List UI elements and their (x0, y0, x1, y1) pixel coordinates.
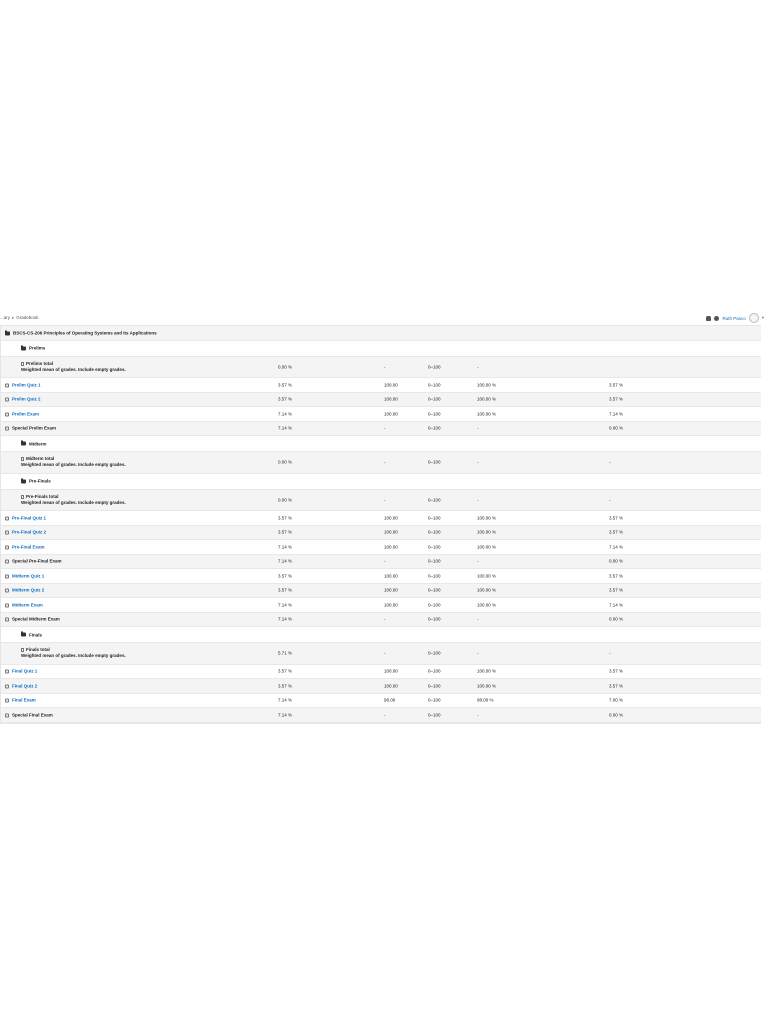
grade-cell: - (384, 459, 386, 465)
grade-cell: 100.00 (384, 411, 398, 417)
breadcrumb-separator: ▸ (12, 315, 15, 320)
grade-cell: 100.00 (384, 382, 398, 388)
breadcrumb (0, 315, 39, 321)
assignment-icon (5, 545, 9, 549)
grade-item-name[interactable]: Prelim Quiz 2 (12, 396, 41, 402)
table-row (1, 511, 761, 526)
assignment-icon (5, 531, 9, 535)
percentage-cell: 100.00 % (477, 382, 497, 388)
grade-item-name[interactable]: Final Exam (12, 697, 36, 703)
weight-cell: 3.57 % (278, 573, 293, 579)
grade-cell: 100.00 (384, 587, 398, 593)
assignment-icon (5, 618, 9, 622)
table-row (1, 598, 761, 613)
contribution-cell: - (609, 497, 611, 503)
contribution-cell: 3.57 % (609, 573, 624, 579)
course-cell (5, 330, 157, 335)
percentage-cell: 100.00 % (477, 396, 497, 402)
table-row (1, 665, 761, 680)
category-title: Prelims (29, 345, 46, 351)
grade-cell: - (384, 497, 386, 503)
weight-cell: 7.14 % (278, 616, 293, 622)
category-total-cell (21, 494, 126, 506)
contribution-cell: 7.14 % (609, 602, 624, 608)
grade-cell: - (384, 364, 386, 370)
grade-item-cell (5, 515, 46, 520)
folder-icon (5, 331, 10, 335)
percentage-cell: 100.00 % (477, 668, 497, 674)
breadcrumb-item-library[interactable]: ...ary (0, 315, 11, 320)
chat-icon[interactable] (714, 316, 719, 321)
weight-cell: 7.14 % (278, 712, 293, 718)
weight-cell: 7.14 % (278, 602, 293, 608)
weight-cell: 3.57 % (278, 515, 293, 521)
weight-cell: 7.14 % (278, 697, 293, 703)
percentage-cell: 98.00 % (477, 697, 494, 703)
table-row (1, 378, 761, 393)
grade-cell: 100.00 (384, 602, 398, 608)
table-row (1, 613, 761, 628)
percentage-cell: 100.00 % (477, 683, 497, 689)
percentage-cell: 100.00 % (477, 544, 497, 550)
category-name-cell (21, 441, 47, 446)
assignment-icon (5, 589, 9, 593)
aggregation-description: Weighted mean of grades. Include empty grades. (21, 366, 126, 372)
weight-cell: 3.57 % (278, 587, 293, 593)
grade-item-cell (5, 588, 44, 593)
folder-icon (21, 479, 26, 483)
weight-cell: 7.14 % (278, 411, 293, 417)
category-total-label: Midterm total (26, 456, 55, 462)
percentage-cell: 100.00 % (477, 602, 497, 608)
grade-cell: 100.00 (384, 668, 398, 674)
grade-item-name[interactable]: Midterm Exam (12, 602, 43, 608)
category-total-cell (21, 647, 126, 659)
percentage-cell: 100.00 % (477, 411, 497, 417)
grade-cell: 100.00 (384, 683, 398, 689)
contribution-cell: 0.00 % (609, 425, 624, 431)
weight-cell: 3.57 % (278, 382, 293, 388)
category-name-cell (21, 479, 51, 484)
grade-item-name[interactable]: Final Quiz 1 (12, 668, 38, 674)
grade-item-cell (5, 669, 37, 674)
grade-item-cell (5, 698, 36, 703)
contribution-cell: 7.14 % (609, 544, 624, 550)
table-row (1, 694, 761, 709)
range-cell: 0–100 (428, 425, 441, 431)
assignment-icon (5, 713, 9, 717)
grade-item-name[interactable]: Midterm Quiz 1 (12, 573, 45, 579)
percentage-cell: 100.00 % (477, 529, 497, 535)
contribution-cell: 3.57 % (609, 529, 624, 535)
table-row (1, 708, 761, 723)
contribution-cell: 3.57 % (609, 668, 624, 674)
grade-item-name[interactable]: Final Quiz 2 (12, 683, 38, 689)
range-cell: 0–100 (428, 515, 441, 521)
weight-cell: 3.57 % (278, 396, 293, 402)
percentage-cell: - (477, 712, 479, 718)
calculator-icon (21, 362, 24, 366)
assignment-icon (5, 560, 9, 564)
percentage-cell: - (477, 650, 479, 656)
grade-cell: - (384, 558, 386, 564)
grade-report-table (0, 325, 761, 724)
range-cell: 0–100 (428, 602, 441, 608)
chevron-down-icon[interactable]: ▾ (761, 315, 764, 320)
percentage-cell: 100.00 % (477, 515, 497, 521)
range-cell: 0–100 (428, 697, 441, 703)
table-row (1, 555, 761, 570)
grade-item-cell (5, 382, 41, 387)
grade-cell: 100.00 (384, 573, 398, 579)
contribution-cell: 3.57 % (609, 515, 624, 521)
weight-cell: 0.00 % (278, 459, 293, 465)
percentage-cell: - (477, 425, 479, 431)
folder-icon (21, 346, 26, 350)
range-cell: 0–100 (428, 529, 441, 535)
category-name-cell (21, 346, 45, 351)
assignment-icon (5, 398, 9, 402)
weight-cell: 0.00 % (278, 364, 293, 370)
percentage-cell: - (477, 558, 479, 564)
weight-cell: 3.57 % (278, 683, 293, 689)
top-navigation (0, 311, 768, 325)
category-title: Pre-Finals (29, 478, 51, 484)
contribution-cell: 3.57 % (609, 382, 624, 388)
calculator-icon (21, 648, 24, 652)
grade-item-cell (5, 683, 37, 688)
grade-item-cell (5, 573, 44, 578)
aggregation-description: Weighted mean of grades. Include empty grades. (21, 499, 126, 505)
contribution-cell: 0.00 % (609, 616, 624, 622)
percentage-cell: - (477, 364, 479, 370)
grade-item-name[interactable]: Pre-Final Quiz 2 (12, 529, 47, 535)
contribution-cell: 3.57 % (609, 396, 624, 402)
range-cell: 0–100 (428, 411, 441, 417)
contribution-cell: 7.14 % (609, 411, 624, 417)
contribution-cell: 0.00 % (609, 558, 624, 564)
grade-item-cell (5, 712, 53, 717)
range-cell: 0–100 (428, 459, 441, 465)
contribution-cell: 3.57 % (609, 587, 624, 593)
grade-cell: 100.00 (384, 544, 398, 550)
grade-item-name[interactable]: Pre-Final Quiz 1 (12, 515, 47, 521)
assignment-icon (5, 699, 9, 703)
table-row (1, 540, 761, 555)
grade-item-name: Special Prelim Exam (12, 425, 57, 431)
category-total-cell (21, 361, 126, 373)
category-row (1, 627, 761, 643)
folder-icon (21, 633, 26, 637)
contribution-cell: - (609, 459, 611, 465)
grade-item-name[interactable]: Pre-Final Exam (12, 544, 45, 550)
range-cell: 0–100 (428, 650, 441, 656)
range-cell: 0–100 (428, 573, 441, 579)
grade-cell: 100.00 (384, 529, 398, 535)
grade-cell: - (384, 616, 386, 622)
grade-item-cell (5, 602, 43, 607)
percentage-cell: 100.00 % (477, 573, 497, 579)
percentage-cell: - (477, 497, 479, 503)
breadcrumb-item-gradebook[interactable]: Gradebook (16, 315, 39, 320)
grade-item-cell (5, 411, 39, 416)
assignment-icon (5, 603, 9, 607)
weight-cell: 7.14 % (278, 558, 293, 564)
category-row (1, 436, 761, 452)
range-cell: 0–100 (428, 544, 441, 550)
table-row (1, 393, 761, 408)
category-name-cell (21, 632, 42, 637)
grade-cell: 98.00 (384, 697, 396, 703)
course-title: BSCS-CS-206 Principles of Operating Systems and Its Applications (13, 330, 157, 336)
contribution-cell: 3.57 % (609, 683, 624, 689)
range-cell: 0–100 (428, 497, 441, 503)
grade-item-cell (5, 617, 60, 622)
grade-item-name[interactable]: Midterm Quiz 2 (12, 587, 45, 593)
grade-item-name: Special Final Exam (12, 712, 53, 718)
avatar[interactable] (749, 313, 759, 323)
grade-item-name[interactable]: Prelim Exam (12, 411, 40, 417)
category-total-row (1, 452, 761, 474)
contribution-cell: 0.00 % (609, 712, 624, 718)
grade-cell: 100.00 (384, 515, 398, 521)
assignment-icon (5, 412, 9, 416)
range-cell: 0–100 (428, 396, 441, 402)
range-cell: 0–100 (428, 558, 441, 564)
table-row (1, 526, 761, 541)
weight-cell: 3.57 % (278, 529, 293, 535)
grade-item-cell (5, 397, 41, 402)
weight-cell: 7.14 % (278, 544, 293, 550)
calculator-icon (21, 457, 24, 461)
grade-item-cell (5, 530, 46, 535)
category-total-label: Finals total (26, 647, 50, 653)
aggregation-description: Weighted mean of grades. Include empty grades. (21, 653, 126, 659)
table-row (1, 679, 761, 694)
folder-icon (21, 442, 26, 446)
grade-item-name: Special Pre-Final Exam (12, 558, 62, 564)
category-title: Midterm (29, 441, 47, 446)
course-row (1, 326, 761, 341)
range-cell: 0–100 (428, 616, 441, 622)
range-cell: 0–100 (428, 668, 441, 674)
category-total-row (1, 643, 761, 665)
assignment-icon (5, 574, 9, 578)
category-total-row (1, 357, 761, 379)
category-row (1, 341, 761, 357)
assignment-icon (5, 684, 9, 688)
table-row (1, 569, 761, 584)
grade-cell: - (384, 712, 386, 718)
grade-cell: - (384, 425, 386, 431)
category-total-label: Pre-Finals total (26, 493, 59, 499)
grade-item-cell (5, 426, 56, 431)
assignment-icon (5, 427, 9, 431)
calculator-icon (21, 495, 24, 499)
percentage-cell: - (477, 616, 479, 622)
category-total-cell (21, 456, 126, 468)
contribution-cell: 7.00 % (609, 697, 624, 703)
category-row (1, 474, 761, 490)
bell-icon[interactable] (706, 316, 711, 321)
grade-item-cell (5, 544, 45, 549)
user-name[interactable]: Ruth Pasco (722, 315, 746, 321)
contribution-cell: - (609, 650, 611, 656)
table-row (1, 584, 761, 599)
grade-cell: 100.00 (384, 396, 398, 402)
category-total-label: Prelims total (26, 360, 54, 366)
grade-cell: - (384, 650, 386, 656)
weight-cell: 3.57 % (278, 668, 293, 674)
grade-item-cell (5, 559, 62, 564)
user-menu-area (706, 313, 764, 323)
aggregation-description: Weighted mean of grades. Include empty grades. (21, 462, 126, 468)
range-cell: 0–100 (428, 712, 441, 718)
range-cell: 0–100 (428, 382, 441, 388)
assignment-icon (5, 670, 9, 674)
range-cell: 0–100 (428, 364, 441, 370)
percentage-cell: 100.00 % (477, 587, 497, 593)
grade-item-name: Special Midterm Exam (12, 616, 60, 622)
range-cell: 0–100 (428, 683, 441, 689)
weight-cell: 7.14 % (278, 425, 293, 431)
table-row (1, 422, 761, 437)
category-title: Finals (29, 632, 43, 637)
weight-cell: 0.00 % (278, 497, 293, 503)
weight-cell: 5.71 % (278, 650, 293, 656)
assignment-icon (5, 383, 9, 387)
assignment-icon (5, 516, 9, 520)
table-row (1, 407, 761, 422)
grade-item-name[interactable]: Prelim Quiz 1 (12, 382, 41, 388)
percentage-cell: - (477, 459, 479, 465)
category-total-row (1, 490, 761, 512)
range-cell: 0–100 (428, 587, 441, 593)
